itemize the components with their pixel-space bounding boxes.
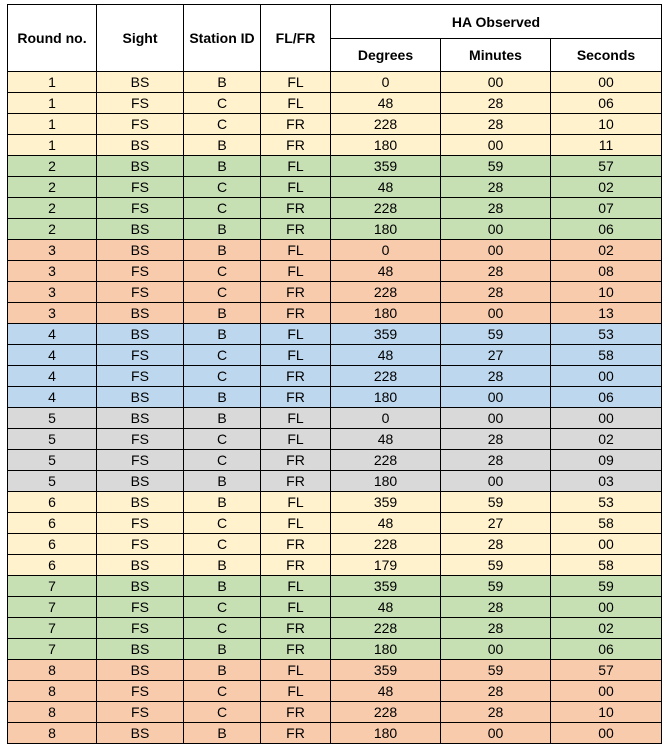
cell-station-id: B: [184, 303, 261, 324]
cell-round: 7: [8, 597, 97, 618]
cell-station-id: B: [184, 492, 261, 513]
cell-station-id: C: [184, 618, 261, 639]
cell-seconds: 00: [551, 534, 662, 555]
cell-minutes: 00: [441, 303, 551, 324]
cell-minutes: 59: [441, 492, 551, 513]
cell-degrees: 228: [331, 702, 441, 723]
cell-station-id: C: [184, 345, 261, 366]
cell-station-id: C: [184, 702, 261, 723]
ha-observations-table: [7, 4, 662, 744]
cell-minutes: 28: [441, 618, 551, 639]
cell-degrees: 180: [331, 135, 441, 156]
cell-station-id: B: [184, 324, 261, 345]
cell-station-id: C: [184, 198, 261, 219]
cell-sight: FS: [97, 597, 184, 618]
cell-face: FR: [261, 282, 331, 303]
cell-face: FR: [261, 303, 331, 324]
table-row: [8, 261, 662, 282]
cell-station-id: B: [184, 156, 261, 177]
cell-face: FR: [261, 723, 331, 744]
cell-degrees: 180: [331, 303, 441, 324]
cell-minutes: 00: [441, 387, 551, 408]
cell-minutes: 00: [441, 219, 551, 240]
cell-sight: FS: [97, 261, 184, 282]
header-sight: Sight: [97, 5, 184, 72]
cell-round: 6: [8, 513, 97, 534]
header-seconds: Seconds: [551, 39, 662, 72]
table-row: [8, 471, 662, 492]
cell-minutes: 00: [441, 408, 551, 429]
cell-face: FR: [261, 639, 331, 660]
cell-sight: FS: [97, 681, 184, 702]
cell-sight: FS: [97, 429, 184, 450]
cell-round: 7: [8, 618, 97, 639]
cell-minutes: 59: [441, 324, 551, 345]
cell-face: FL: [261, 324, 331, 345]
table-row: [8, 177, 662, 198]
cell-sight: FS: [97, 177, 184, 198]
cell-minutes: 28: [441, 93, 551, 114]
cell-round: 1: [8, 93, 97, 114]
header-face: FL/FR: [261, 5, 331, 72]
cell-degrees: 228: [331, 534, 441, 555]
cell-round: 2: [8, 219, 97, 240]
cell-seconds: 53: [551, 492, 662, 513]
cell-degrees: 48: [331, 345, 441, 366]
cell-round: 5: [8, 429, 97, 450]
cell-sight: BS: [97, 240, 184, 261]
cell-degrees: 179: [331, 555, 441, 576]
cell-round: 3: [8, 282, 97, 303]
cell-sight: FS: [97, 450, 184, 471]
cell-minutes: 28: [441, 450, 551, 471]
cell-round: 4: [8, 345, 97, 366]
cell-station-id: C: [184, 261, 261, 282]
cell-minutes: 00: [441, 639, 551, 660]
cell-station-id: B: [184, 387, 261, 408]
cell-station-id: B: [184, 135, 261, 156]
cell-minutes: 00: [441, 240, 551, 261]
cell-degrees: 228: [331, 366, 441, 387]
header-ha-observed: HA Observed: [331, 5, 662, 39]
cell-face: FR: [261, 471, 331, 492]
cell-round: 1: [8, 72, 97, 93]
cell-sight: BS: [97, 639, 184, 660]
cell-face: FR: [261, 555, 331, 576]
cell-minutes: 28: [441, 282, 551, 303]
table-row: [8, 513, 662, 534]
cell-sight: BS: [97, 303, 184, 324]
cell-face: FR: [261, 534, 331, 555]
table-row: [8, 660, 662, 681]
cell-seconds: 53: [551, 324, 662, 345]
cell-station-id: B: [184, 219, 261, 240]
cell-sight: FS: [97, 534, 184, 555]
cell-degrees: 180: [331, 219, 441, 240]
table-body: [8, 72, 662, 744]
cell-station-id: B: [184, 723, 261, 744]
cell-seconds: 57: [551, 660, 662, 681]
cell-minutes: 28: [441, 681, 551, 702]
cell-face: FR: [261, 198, 331, 219]
cell-face: FL: [261, 345, 331, 366]
cell-station-id: C: [184, 114, 261, 135]
cell-face: FL: [261, 681, 331, 702]
cell-degrees: 359: [331, 324, 441, 345]
table-row: [8, 240, 662, 261]
cell-minutes: 28: [441, 597, 551, 618]
cell-seconds: 10: [551, 702, 662, 723]
cell-round: 3: [8, 261, 97, 282]
cell-station-id: B: [184, 408, 261, 429]
table-row: [8, 324, 662, 345]
table-row: [8, 387, 662, 408]
cell-minutes: 28: [441, 198, 551, 219]
cell-round: 3: [8, 240, 97, 261]
cell-station-id: C: [184, 534, 261, 555]
header-minutes: Minutes: [441, 39, 551, 72]
cell-round: 8: [8, 660, 97, 681]
cell-degrees: 0: [331, 408, 441, 429]
table-row: [8, 681, 662, 702]
cell-seconds: 09: [551, 450, 662, 471]
cell-round: 4: [8, 387, 97, 408]
cell-seconds: 07: [551, 198, 662, 219]
cell-minutes: 28: [441, 534, 551, 555]
cell-face: FL: [261, 177, 331, 198]
cell-face: FL: [261, 72, 331, 93]
table-row: [8, 408, 662, 429]
cell-seconds: 08: [551, 261, 662, 282]
cell-degrees: 0: [331, 72, 441, 93]
table-row: [8, 366, 662, 387]
cell-degrees: 359: [331, 156, 441, 177]
cell-seconds: 06: [551, 219, 662, 240]
cell-round: 7: [8, 576, 97, 597]
cell-seconds: 58: [551, 555, 662, 576]
cell-sight: FS: [97, 114, 184, 135]
table-row: [8, 429, 662, 450]
cell-sight: BS: [97, 660, 184, 681]
cell-sight: BS: [97, 576, 184, 597]
table-row: [8, 492, 662, 513]
table-row: [8, 114, 662, 135]
cell-minutes: 28: [441, 114, 551, 135]
table-row: [8, 702, 662, 723]
cell-sight: BS: [97, 555, 184, 576]
cell-seconds: 00: [551, 723, 662, 744]
cell-seconds: 00: [551, 681, 662, 702]
table-row: [8, 618, 662, 639]
cell-round: 1: [8, 114, 97, 135]
table-row: [8, 198, 662, 219]
cell-degrees: 48: [331, 429, 441, 450]
cell-minutes: 28: [441, 429, 551, 450]
table-row: [8, 639, 662, 660]
cell-face: FR: [261, 618, 331, 639]
cell-seconds: 59: [551, 576, 662, 597]
cell-round: 8: [8, 681, 97, 702]
cell-face: FR: [261, 450, 331, 471]
table-row: [8, 219, 662, 240]
table-row: [8, 723, 662, 744]
cell-face: FL: [261, 597, 331, 618]
cell-degrees: 359: [331, 576, 441, 597]
cell-degrees: 228: [331, 450, 441, 471]
cell-minutes: 59: [441, 660, 551, 681]
cell-face: FL: [261, 408, 331, 429]
cell-degrees: 359: [331, 660, 441, 681]
cell-station-id: B: [184, 639, 261, 660]
cell-minutes: 59: [441, 555, 551, 576]
cell-sight: FS: [97, 93, 184, 114]
cell-station-id: B: [184, 240, 261, 261]
cell-seconds: 58: [551, 345, 662, 366]
cell-seconds: 06: [551, 639, 662, 660]
cell-sight: BS: [97, 156, 184, 177]
cell-seconds: 06: [551, 93, 662, 114]
cell-minutes: 59: [441, 156, 551, 177]
cell-sight: BS: [97, 135, 184, 156]
cell-round: 5: [8, 450, 97, 471]
table-row: [8, 156, 662, 177]
cell-degrees: 228: [331, 282, 441, 303]
cell-station-id: C: [184, 177, 261, 198]
cell-round: 8: [8, 702, 97, 723]
cell-sight: BS: [97, 387, 184, 408]
cell-round: 3: [8, 303, 97, 324]
cell-seconds: 10: [551, 282, 662, 303]
cell-seconds: 11: [551, 135, 662, 156]
cell-sight: BS: [97, 72, 184, 93]
cell-seconds: 02: [551, 618, 662, 639]
table-row: [8, 303, 662, 324]
cell-station-id: B: [184, 576, 261, 597]
cell-seconds: 58: [551, 513, 662, 534]
cell-degrees: 359: [331, 492, 441, 513]
cell-sight: FS: [97, 282, 184, 303]
cell-degrees: 0: [331, 240, 441, 261]
cell-degrees: 48: [331, 177, 441, 198]
header-round: Round no.: [8, 5, 97, 72]
cell-seconds: 02: [551, 240, 662, 261]
cell-degrees: 48: [331, 597, 441, 618]
table-row: [8, 93, 662, 114]
cell-round: 4: [8, 366, 97, 387]
cell-degrees: 180: [331, 387, 441, 408]
table-row: [8, 345, 662, 366]
cell-degrees: 180: [331, 471, 441, 492]
cell-face: FL: [261, 156, 331, 177]
table-row: [8, 72, 662, 93]
cell-sight: BS: [97, 492, 184, 513]
cell-face: FL: [261, 93, 331, 114]
cell-degrees: 48: [331, 513, 441, 534]
cell-seconds: 02: [551, 429, 662, 450]
cell-face: FR: [261, 366, 331, 387]
cell-station-id: C: [184, 93, 261, 114]
cell-degrees: 48: [331, 261, 441, 282]
cell-minutes: 00: [441, 72, 551, 93]
cell-round: 2: [8, 156, 97, 177]
cell-round: 1: [8, 135, 97, 156]
cell-sight: BS: [97, 471, 184, 492]
cell-station-id: C: [184, 282, 261, 303]
cell-round: 6: [8, 555, 97, 576]
cell-face: FL: [261, 492, 331, 513]
cell-round: 4: [8, 324, 97, 345]
cell-sight: FS: [97, 513, 184, 534]
cell-round: 5: [8, 408, 97, 429]
cell-round: 5: [8, 471, 97, 492]
cell-face: FL: [261, 576, 331, 597]
cell-seconds: 00: [551, 72, 662, 93]
cell-minutes: 28: [441, 702, 551, 723]
cell-degrees: 228: [331, 114, 441, 135]
cell-seconds: 02: [551, 177, 662, 198]
cell-face: FR: [261, 219, 331, 240]
cell-face: FL: [261, 513, 331, 534]
table-row: [8, 555, 662, 576]
cell-minutes: 00: [441, 723, 551, 744]
cell-minutes: 59: [441, 576, 551, 597]
cell-degrees: 228: [331, 198, 441, 219]
cell-seconds: 10: [551, 114, 662, 135]
cell-minutes: 28: [441, 177, 551, 198]
cell-station-id: C: [184, 366, 261, 387]
cell-sight: FS: [97, 366, 184, 387]
cell-minutes: 00: [441, 471, 551, 492]
cell-seconds: 00: [551, 597, 662, 618]
cell-sight: FS: [97, 345, 184, 366]
cell-station-id: C: [184, 429, 261, 450]
cell-station-id: B: [184, 555, 261, 576]
cell-minutes: 27: [441, 513, 551, 534]
cell-sight: FS: [97, 702, 184, 723]
cell-round: 2: [8, 198, 97, 219]
cell-minutes: 27: [441, 345, 551, 366]
cell-sight: BS: [97, 723, 184, 744]
cell-face: FL: [261, 429, 331, 450]
cell-degrees: 48: [331, 681, 441, 702]
cell-station-id: C: [184, 597, 261, 618]
table-container: [7, 4, 662, 744]
table-row: [8, 135, 662, 156]
cell-seconds: 13: [551, 303, 662, 324]
cell-face: FR: [261, 135, 331, 156]
header-station-id: Station ID: [184, 5, 261, 72]
cell-minutes: 28: [441, 261, 551, 282]
cell-round: 8: [8, 723, 97, 744]
table-row: [8, 282, 662, 303]
cell-face: FR: [261, 702, 331, 723]
cell-sight: BS: [97, 219, 184, 240]
cell-face: FL: [261, 660, 331, 681]
cell-sight: FS: [97, 618, 184, 639]
cell-round: 6: [8, 534, 97, 555]
table-row: [8, 597, 662, 618]
cell-minutes: 00: [441, 135, 551, 156]
cell-round: 7: [8, 639, 97, 660]
cell-face: FR: [261, 387, 331, 408]
table-row: [8, 450, 662, 471]
header-degrees: Degrees: [331, 39, 441, 72]
cell-face: FL: [261, 240, 331, 261]
cell-seconds: 03: [551, 471, 662, 492]
cell-station-id: B: [184, 72, 261, 93]
cell-station-id: B: [184, 471, 261, 492]
table-row: [8, 576, 662, 597]
cell-face: FR: [261, 114, 331, 135]
cell-sight: FS: [97, 198, 184, 219]
cell-sight: BS: [97, 324, 184, 345]
cell-degrees: 228: [331, 618, 441, 639]
cell-round: 6: [8, 492, 97, 513]
cell-degrees: 180: [331, 639, 441, 660]
table-row: [8, 534, 662, 555]
cell-seconds: 00: [551, 408, 662, 429]
cell-round: 2: [8, 177, 97, 198]
cell-station-id: B: [184, 660, 261, 681]
cell-face: FL: [261, 261, 331, 282]
cell-degrees: 180: [331, 723, 441, 744]
cell-seconds: 06: [551, 387, 662, 408]
cell-station-id: C: [184, 681, 261, 702]
cell-minutes: 28: [441, 366, 551, 387]
cell-station-id: C: [184, 450, 261, 471]
cell-seconds: 00: [551, 366, 662, 387]
cell-seconds: 57: [551, 156, 662, 177]
cell-station-id: C: [184, 513, 261, 534]
cell-degrees: 48: [331, 93, 441, 114]
cell-sight: BS: [97, 408, 184, 429]
